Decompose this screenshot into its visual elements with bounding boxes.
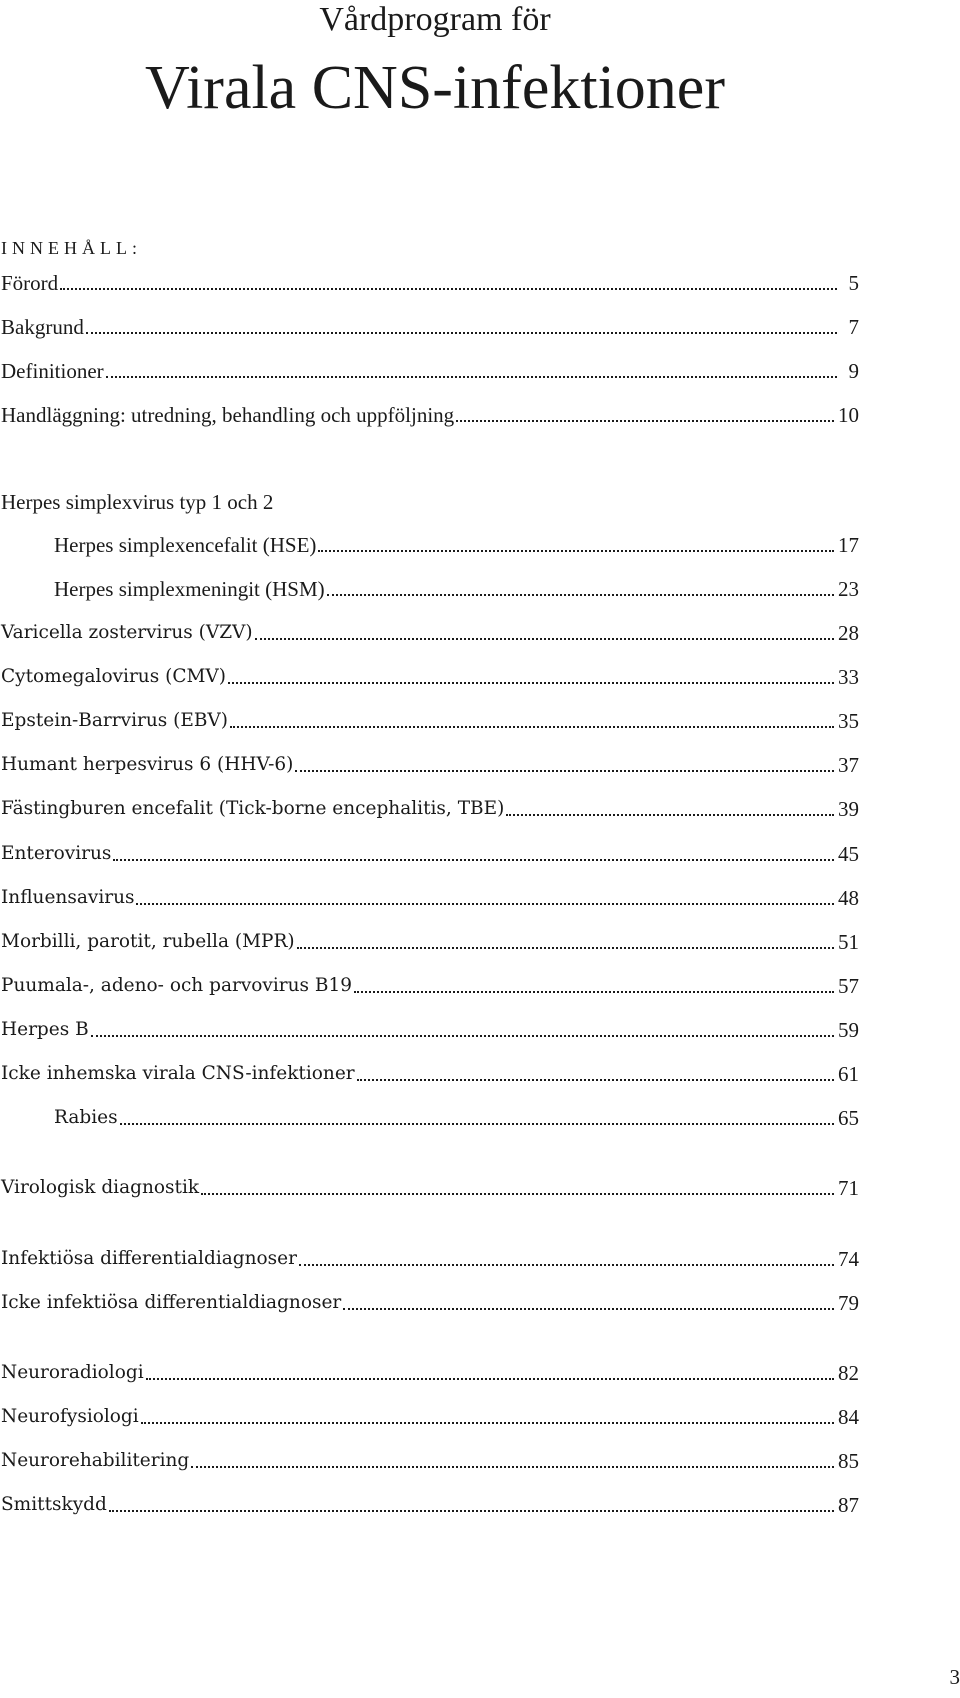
toc-entry-page: 33 xyxy=(838,665,859,689)
toc-entry-influensavirus[interactable] xyxy=(1,882,859,910)
toc-entry-label: Smittskydd xyxy=(1,1494,107,1515)
toc-leader-dots xyxy=(327,594,834,596)
toc-entry-smittskydd[interactable] xyxy=(1,1489,859,1517)
toc-leader-dots xyxy=(297,947,834,949)
toc-leader-dots xyxy=(318,550,834,552)
toc-entry-page: 7 xyxy=(848,315,859,339)
toc-entry-page: 57 xyxy=(838,974,859,998)
toc-leader-dots xyxy=(91,1035,834,1037)
toc-entry-cmv[interactable] xyxy=(1,661,859,689)
toc-entry-page: 28 xyxy=(838,621,859,645)
toc-entry-page: 84 xyxy=(838,1405,859,1429)
toc-entry-label: Infektiösa differentialdiagnoser xyxy=(1,1248,297,1269)
toc-entry-neuroradiologi[interactable] xyxy=(1,1357,859,1385)
toc-leader-dots xyxy=(106,376,837,378)
toc-entry-page: 48 xyxy=(838,886,859,910)
toc-entry-icke-infektiosa-differentialdiagnoser[interactable] xyxy=(1,1287,859,1315)
toc-entry-page: 85 xyxy=(838,1449,859,1473)
toc-leader-dots xyxy=(86,332,837,334)
toc-heading: INNEHÅLL: xyxy=(1,238,142,258)
toc-entry-label: Cytomegalovirus (CMV) xyxy=(1,666,226,687)
toc-leader-dots xyxy=(113,859,834,861)
toc-entry-label: Enterovirus xyxy=(1,843,112,864)
toc-entry-label: Neuroradiologi xyxy=(1,1362,144,1383)
toc-leader-dots xyxy=(109,1510,834,1512)
toc-leader-dots xyxy=(201,1193,834,1195)
toc-entry-tbe[interactable] xyxy=(1,793,859,821)
toc-leader-dots xyxy=(299,1264,834,1266)
toc-entry-page: 5 xyxy=(848,271,859,295)
toc-entry-page: 37 xyxy=(838,753,859,777)
toc-leader-dots xyxy=(506,814,834,816)
toc-entry-page: 59 xyxy=(838,1018,859,1042)
toc-entry-label: Herpes simplexmeningit (HSM) xyxy=(54,577,325,601)
toc-entry-label: Puumala-, adeno- och parvovirus B19 xyxy=(1,975,353,996)
toc-entry-handlaggning[interactable] xyxy=(1,399,859,427)
toc-entry-label: Varicella zostervirus (VZV) xyxy=(1,622,253,643)
toc-entry-page: 61 xyxy=(838,1062,859,1086)
toc-entry-icke-inhemska[interactable] xyxy=(1,1058,859,1086)
toc-leader-dots xyxy=(228,682,834,684)
toc-entry-page: 87 xyxy=(838,1493,859,1517)
toc-entry-label: Fästingburen encefalit (Tick-borne encephalitis, TBE) xyxy=(1,798,505,819)
toc-entry-label: Rabies xyxy=(54,1107,118,1128)
toc-entry-herpes-b[interactable] xyxy=(1,1014,859,1042)
toc-entry-page: 39 xyxy=(838,797,859,821)
toc-entry-page: 35 xyxy=(838,709,859,733)
toc-leader-dots xyxy=(357,1079,834,1081)
toc-entry-label: Förord xyxy=(1,271,59,295)
toc-entry-infektiosa-differentialdiagnoser[interactable] xyxy=(1,1243,859,1271)
toc-leader-dots xyxy=(60,288,837,290)
document-subtitle: Vårdprogram för xyxy=(319,1,551,38)
toc-entry-ebv[interactable] xyxy=(1,705,859,733)
toc-entry-neurorehabilitering[interactable] xyxy=(1,1445,859,1473)
toc-leader-dots xyxy=(255,638,834,640)
toc-entry-page: 74 xyxy=(838,1247,859,1271)
toc-entry-page: 65 xyxy=(838,1106,859,1130)
toc-entry-page: 82 xyxy=(838,1361,859,1385)
toc-leader-dots xyxy=(136,903,834,905)
toc-entry-page: 10 xyxy=(838,403,859,427)
toc-entry-bakgrund[interactable] xyxy=(1,311,859,339)
toc-entry-virologisk-diagnostik[interactable] xyxy=(1,1172,859,1200)
toc-entry-label: Herpes simplexencefalit (HSE) xyxy=(54,533,317,557)
toc-entry-label: Morbilli, parotit, rubella (MPR) xyxy=(1,931,295,952)
toc-entry-page: 71 xyxy=(838,1176,859,1200)
toc-entry-page: 23 xyxy=(838,577,859,601)
toc-entry-label: Influensavirus xyxy=(1,887,135,908)
toc-entry-label: Definitioner xyxy=(1,359,104,383)
toc-leader-dots xyxy=(230,726,834,728)
document-title: Virala CNS-infektioner xyxy=(145,54,725,122)
toc-entry-label: Neurofysiologi xyxy=(1,1406,139,1427)
toc-leader-dots xyxy=(295,770,834,772)
toc-leader-dots xyxy=(343,1308,834,1310)
toc-leader-dots xyxy=(456,420,834,422)
toc-entry-page: 51 xyxy=(838,930,859,954)
page-number: 3 xyxy=(949,1665,960,1689)
toc-entry-vzv[interactable] xyxy=(1,617,859,645)
toc-section-herpes-simplexvirus xyxy=(1,486,859,514)
toc-entry-label: Handläggning: utredning, behandling och uppföljning xyxy=(1,403,455,427)
toc-entry-label: Herpes B xyxy=(1,1019,89,1040)
toc-section-label: Herpes simplexvirus typ 1 och 2 xyxy=(1,490,274,514)
toc-entry-rabies[interactable] xyxy=(54,1102,859,1130)
toc-entry-page: 45 xyxy=(838,842,859,866)
toc-entry-mpr[interactable] xyxy=(1,926,859,954)
toc-entry-page: 9 xyxy=(848,359,859,383)
toc-entry-hsm[interactable] xyxy=(54,573,859,601)
toc-entry-page: 79 xyxy=(838,1291,859,1315)
toc-entry-page: 17 xyxy=(838,533,859,557)
toc-entry-label: Epstein-Barrvirus (EBV) xyxy=(1,710,229,731)
toc-entry-definitioner[interactable] xyxy=(1,355,859,383)
toc-entry-label: Humant herpesvirus 6 (HHV-6) xyxy=(1,754,294,775)
toc-entry-label: Neurorehabilitering xyxy=(1,1450,190,1471)
toc-entry-neurofysiologi[interactable] xyxy=(1,1401,859,1429)
toc-entry-enterovirus[interactable] xyxy=(1,838,859,866)
toc-entry-label: Icke inhemska virala CNS-infektioner xyxy=(1,1063,355,1084)
toc-leader-dots xyxy=(191,1466,834,1468)
toc-entry-label: Icke infektiösa differentialdiagnoser xyxy=(1,1292,342,1313)
toc-leader-dots xyxy=(120,1123,834,1125)
toc-leader-dots xyxy=(141,1422,834,1424)
toc-entry-hhv6[interactable] xyxy=(1,749,859,777)
toc-leader-dots xyxy=(354,991,834,993)
toc-entry-forord[interactable] xyxy=(1,267,859,295)
toc-leader-dots xyxy=(146,1378,834,1380)
toc-entry-puumala[interactable] xyxy=(1,970,859,998)
toc-entry-hse[interactable] xyxy=(54,529,859,557)
toc-entry-label: Bakgrund xyxy=(1,315,84,339)
toc-entry-label: Virologisk diagnostik xyxy=(1,1177,200,1198)
